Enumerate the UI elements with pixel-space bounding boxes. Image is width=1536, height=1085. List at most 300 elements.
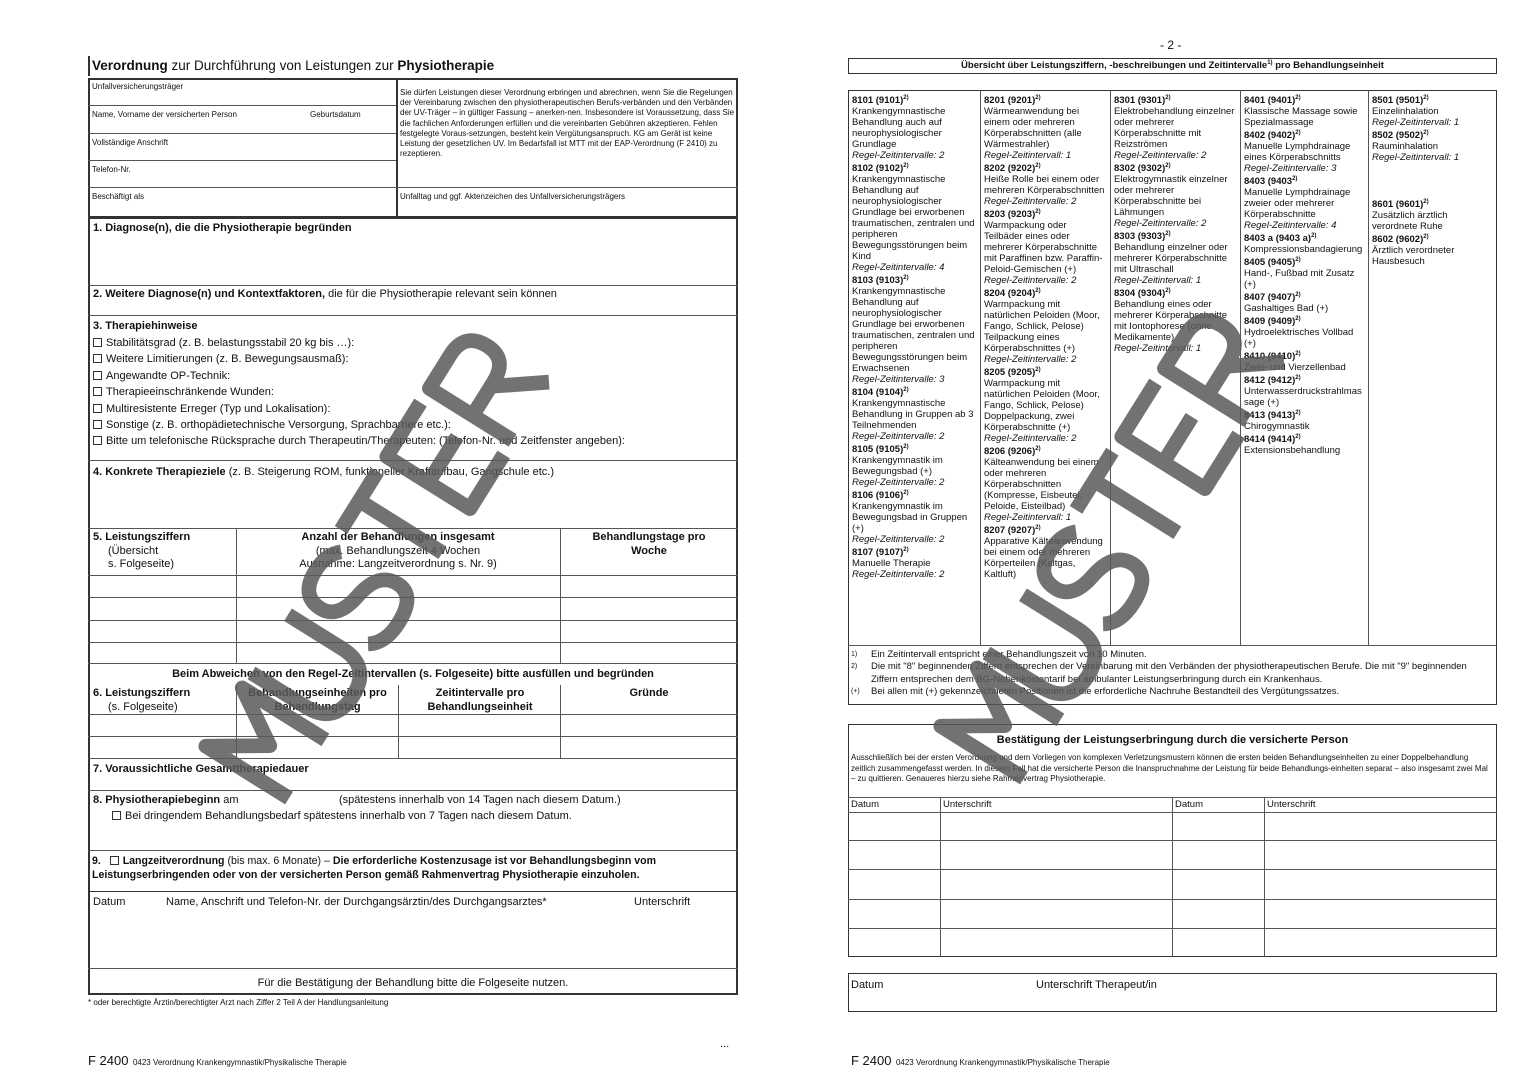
form-desc: 0423 Verordnung Krankengymnastik/Physikalische Therapie <box>132 1058 347 1067</box>
code-description: Heiße Rolle bei einem oder mehreren Körperabschnitten <box>984 174 1105 196</box>
section-1-diagnosis[interactable]: 1. Diagnose(n), die die Physiotherapie begründen <box>93 222 352 234</box>
code-text: 8304 (9304) <box>1114 288 1166 299</box>
code-text: 8205 (9205) <box>984 367 1036 378</box>
th-sign-2: Unterschrift <box>1267 799 1316 810</box>
code-number <box>1244 292 1365 303</box>
code-number <box>1244 375 1365 386</box>
code-entry <box>1244 316 1365 349</box>
code-number <box>1372 95 1494 106</box>
s4-rest: (z. B. Steigerung ROM, funktioneller Kraftaufbau, Gangschule etc.) <box>225 466 555 478</box>
code-interval: Regel-Zeitintervalle: 2 <box>852 534 945 545</box>
code-description: Krankengymnastik im Bewegungsbad (+) <box>852 455 943 477</box>
therapy-note-item[interactable] <box>93 368 733 384</box>
code-entry <box>1244 410 1365 432</box>
checkbox-icon[interactable] <box>93 354 102 363</box>
therapy-note-item[interactable] <box>93 335 733 351</box>
code-number <box>1244 130 1365 141</box>
code-text: 8302 (9302) <box>1114 163 1166 174</box>
code-entry <box>1244 351 1365 373</box>
code-description: Elektrogymnastik einzelner oder mehrerer Körperabschnitte bei Lähmungen <box>1114 174 1228 218</box>
code-description: Klassische Massage sowie Spezialmassage <box>1244 106 1358 128</box>
code-text: 8501 (9501) <box>1372 95 1424 106</box>
s8-am: am <box>220 794 239 806</box>
code-text: 8602 (9602) <box>1372 234 1424 245</box>
th-date-1: Datum <box>851 799 879 810</box>
code-number <box>1114 288 1237 299</box>
code-description: Zusätzlich ärztlich verordnete Ruhe <box>1372 210 1448 232</box>
checkbox-icon[interactable] <box>93 436 102 445</box>
form-desc: 0423 Verordnung Krankengymnastik/Physikalische Therapie <box>895 1058 1110 1067</box>
checkbox-icon[interactable] <box>93 387 102 396</box>
s5-c2b: Ausnahme: Langzeitverordnung s. Nr. 9) <box>299 558 497 570</box>
therapist-date[interactable]: Datum <box>851 979 884 991</box>
ov-title-end: pro Behandlungseinheit <box>1272 60 1384 71</box>
code-entry <box>1244 233 1365 255</box>
code-text: 8412 (9412) <box>1244 375 1296 386</box>
code-footnote-mark: 2) <box>903 274 909 281</box>
code-text: 8102 (9102) <box>852 163 904 174</box>
code-text: 8105 (9105) <box>852 444 904 455</box>
code-text: 8403 (9403 <box>1244 176 1293 187</box>
code-interval: Regel-Zeitintervall: 1 <box>1114 275 1202 286</box>
code-description: Gashaltiges Bad (+) <box>1244 303 1329 314</box>
form-number: F 2400 <box>88 1053 129 1068</box>
code-description: Hand-, Fußbad mit Zusatz (+) <box>1244 268 1355 290</box>
code-entry <box>1244 434 1365 456</box>
divider <box>88 891 738 892</box>
code-number <box>1372 234 1494 245</box>
ov-title: Übersicht über Leistungsziffern, -beschreibungen und Zeitintervalle <box>961 60 1268 71</box>
title-bold: Verordnung <box>92 58 168 73</box>
section-2-further-diagnosis[interactable] <box>93 288 557 300</box>
s6-c1: 6. Leistungsziffern <box>93 687 191 699</box>
code-description: Apparative Kälteanwendung bei einem oder mehreren Körperteilen (Kaltgas, Kaltluft) <box>984 536 1103 580</box>
code-entry <box>1244 95 1365 128</box>
field-accident[interactable]: Unfalltag und ggf. Aktenzeichen des Unfallversicherungsträgers <box>400 192 626 201</box>
code-interval: Regel-Zeitintervalle: 3 <box>852 374 945 385</box>
code-text: 8403 a (9403 a) <box>1244 233 1312 244</box>
footnote-marker: 2) <box>851 663 858 671</box>
code-interval: Regel-Zeitintervall: 1 <box>984 512 1072 523</box>
code-description: Behandlung einzelner oder mehrerer Körperabschnitte mit Ultraschall <box>1114 242 1228 275</box>
overview-title <box>848 60 1497 71</box>
checkbox-icon[interactable] <box>110 856 119 865</box>
code-description: Kälteanwendung bei einem oder mehreren Körperabschnitten (Kompresse, Eisbeutel, Peloide, Eisteilbad) <box>984 457 1099 512</box>
code-footnote-mark: 2) <box>1295 291 1301 298</box>
code-entry <box>852 95 977 161</box>
code-number <box>1244 316 1365 327</box>
code-number <box>984 446 1107 457</box>
code-description: Unterwasserdruckstrahlmassage (+) <box>1244 386 1362 408</box>
code-column <box>1111 93 1239 354</box>
page-title <box>92 58 494 73</box>
section-6-units-header: Behandlungseinheiten pro Behandlungstag <box>248 687 387 713</box>
code-interval: Regel-Zeitintervalle: 2 <box>1114 218 1207 229</box>
code-footnote-mark: 2) <box>1035 445 1041 452</box>
therapy-notes-list <box>93 335 733 450</box>
code-number <box>1244 434 1365 445</box>
table-row[interactable] <box>88 714 738 715</box>
footnote-row <box>851 686 1491 698</box>
code-description: Kompressionsbandagierung <box>1244 244 1363 255</box>
code-number <box>852 163 977 174</box>
code-interval: Regel-Zeitintervalle: 2 <box>984 354 1077 365</box>
code-entry <box>1244 375 1365 408</box>
code-interval: Regel-Zeitintervalle: 2 <box>852 150 945 161</box>
section-6-reasons-header: Gründe <box>629 687 669 699</box>
table-row[interactable] <box>88 597 738 598</box>
code-number <box>1372 199 1494 210</box>
code-interval: Regel-Zeitintervalle: 3 <box>1244 163 1337 174</box>
divider <box>88 187 738 188</box>
footnote-text: Ein Zeitintervall entspricht einer Behandlungszeit von 10 Minuten. <box>871 649 1147 660</box>
code-description: Manuelle Lymphdrainage eines Körperabschnitts <box>1244 141 1351 163</box>
code-text: 8410 (9410) <box>1244 351 1296 362</box>
code-interval: Regel-Zeitintervalle: 4 <box>852 262 945 273</box>
code-footnote-mark: 2) <box>1295 433 1301 440</box>
code-text: 8204 (9204) <box>984 288 1036 299</box>
urgent-checkbox[interactable] <box>112 810 572 822</box>
divider <box>1172 797 1173 957</box>
notice-text: Sie dürfen Leistungen dieser Verordnung erbringen und abrechnen, wenn Sie die Regelungen der Vereinbarung zwischen den physiotherapeutischen Berufs-verbänden und den Verbänden der UV-Träger – in gültiger Fassung – anerken-nen. Insbesondere ist Voraussetzung, dass Sie die fachlichen Anforderungen erfüllen und die vereinbarten Gebühren akzeptieren. Fehlen festgelegte Voraus-setzungen, besteht kein Vergütungsanspruch. KG am Gerät ist keine Leistung der gesetzlichen UV. Im Bedarfsfall ist MTT mit der EAP-Verordnung (F 2410) zu rezeptieren. <box>400 88 735 159</box>
code-number <box>852 444 977 455</box>
checkbox-icon[interactable] <box>93 371 102 380</box>
code-footnote-mark: 2) <box>1423 129 1429 136</box>
code-interval: Regel-Zeitintervalle: 4 <box>1244 220 1337 231</box>
title-bar-marker <box>88 56 90 76</box>
code-entry <box>984 367 1107 444</box>
checkbox-icon[interactable] <box>93 338 102 347</box>
code-footnote-mark: 2) <box>1295 129 1301 136</box>
code-number <box>852 95 977 106</box>
divider <box>88 315 738 316</box>
code-footnote-mark: 2) <box>1165 287 1171 294</box>
therapy-note-label: Therapieeinschränkende Wunden: <box>106 386 274 399</box>
s5-c2: Anzahl der Behandlungen insgesamt <box>301 531 495 543</box>
code-description: Rauminhalation <box>1372 141 1439 152</box>
s4-bold: 4. Konkrete Therapieziele <box>93 466 226 478</box>
code-description: Krankengymnastische Behandlung in Gruppen ab 3 Teilnehmenden <box>852 398 974 431</box>
table-row[interactable] <box>88 736 738 737</box>
code-number <box>984 288 1107 299</box>
code-footnote-mark: 2) <box>1035 524 1041 531</box>
s2-bold: 2. Weitere Diagnose(n) und Kontextfaktoren, <box>93 288 326 300</box>
code-number <box>852 547 977 558</box>
code-description: Krankengymnastische Behandlung auch auf neurophysiologischer Grundlage <box>852 106 946 150</box>
field-phone[interactable]: Telefon-Nr. <box>92 165 131 174</box>
code-description: Zwei- und Vierzellenbad <box>1244 362 1346 373</box>
code-entry <box>984 525 1107 580</box>
code-interval: Regel-Zeitintervalle: 2 <box>852 477 945 488</box>
form-footer-right <box>851 1052 1110 1070</box>
section-4-goals[interactable] <box>93 466 554 478</box>
therapy-note-item[interactable] <box>93 384 733 400</box>
code-entry <box>984 288 1107 365</box>
section-9-long-term[interactable] <box>92 855 736 882</box>
s5-c1b: s. Folgeseite) <box>108 558 175 570</box>
divider <box>88 285 738 286</box>
urgent-label: Bei dringendem Behandlungsbedarf spätestens innerhalb von 7 Tagen nach diesem Datum. <box>125 810 572 822</box>
divider <box>1264 797 1265 957</box>
therapy-note-label: Sonstige (z. B. orthopädietechnische Versorgung, Sprachbarriere etc.): <box>106 419 451 432</box>
th-date-2: Datum <box>1175 799 1203 810</box>
code-text: 8409 (9409) <box>1244 316 1296 327</box>
code-text: 8206 (9206) <box>984 446 1036 457</box>
field-address[interactable]: Vollständige Anschrift <box>92 138 169 147</box>
code-description: Chirogymnastik <box>1244 421 1310 432</box>
code-description: Ärztlich verordneter Hausbesuch <box>1372 245 1455 267</box>
checkbox-icon[interactable] <box>93 420 102 429</box>
field-occupation[interactable]: Beschäftigt als <box>92 192 145 201</box>
divider <box>88 105 396 106</box>
code-entry <box>984 163 1107 207</box>
code-text: 8106 (9106) <box>852 490 904 501</box>
th-sign-1: Unterschrift <box>943 799 992 810</box>
therapy-note-item[interactable] <box>93 401 733 417</box>
sig-date[interactable]: Datum <box>93 896 126 908</box>
section-5-codes-header <box>93 531 190 572</box>
code-number <box>1244 176 1365 187</box>
deviation-heading: Beim Abweichen von den Regel-Zeitintervallen (s. Folgeseite) bitte ausfüllen und begründen <box>172 668 654 680</box>
code-description: Extensionsbehandlung <box>1244 445 1341 456</box>
code-number <box>984 367 1107 378</box>
code-interval: Regel-Zeitintervall: 1 <box>1372 117 1460 128</box>
code-entry <box>1372 95 1494 128</box>
code-entry <box>1372 130 1494 163</box>
section-8-start[interactable] <box>93 794 238 806</box>
code-footnote-mark: 2) <box>1311 232 1317 239</box>
code-entry <box>852 275 977 385</box>
s5-c1: 5. Leistungsziffern <box>93 531 191 543</box>
divider <box>88 460 738 461</box>
code-footnote-mark: 2) <box>1165 94 1171 101</box>
code-footnote-mark: 2) <box>1295 350 1301 357</box>
section-5-count-header <box>238 531 558 572</box>
code-description: Wärmeanwendung bei einem oder mehreren Körperabschnitten (alle Wärmestrahler) <box>984 106 1082 150</box>
therapy-note-label: Multiresistente Erreger (Typ und Lokalisation): <box>106 402 331 415</box>
s8-bold: 8. Physiotherapiebeginn <box>93 794 221 806</box>
footnote-marker: 1) <box>851 651 858 658</box>
code-footnote-mark: 2) <box>1295 409 1301 416</box>
code-footnote-mark: 2) <box>1423 233 1429 240</box>
table-row[interactable] <box>88 642 738 643</box>
divider <box>88 663 738 664</box>
s6-c1a: (s. Folgeseite) <box>108 700 178 713</box>
code-interval: Regel-Zeitintervalle: 2 <box>984 196 1077 207</box>
code-footnote-mark: 2) <box>1165 162 1171 169</box>
code-entry <box>1114 163 1237 229</box>
code-description: Manuelle Lymphdrainage zweier oder mehrerer Körperabschnitte <box>1244 187 1351 220</box>
code-text: 8402 (9402) <box>1244 130 1296 141</box>
code-column <box>1369 93 1496 267</box>
s9-bold: Langzeitverordnung <box>122 855 225 867</box>
footnote: * oder berechtigte Ärztin/berechtigter Arzt nach Ziffer 2 Teil A der Handlungsanleitung <box>88 998 389 1007</box>
code-footnote-mark: 2) <box>903 94 909 101</box>
therapy-note-label: Angewandte OP-Technik: <box>106 369 231 382</box>
code-description: Warmpackung mit natürlichen Peloiden (Moor, Fango, Schlick, Pelose) Teilpackung eines Körperabschnittes (+) <box>984 299 1100 354</box>
code-footnote-mark: 2) <box>1035 162 1041 169</box>
code-interval: Regel-Zeitintervalle: 2 <box>852 569 945 580</box>
s5-c1a: (Übersicht <box>108 544 159 557</box>
code-footnote-mark: 2) <box>1165 230 1171 237</box>
code-footnote-mark: 2) <box>903 443 909 450</box>
s9-mid: (bis max. 6 Monate) – <box>224 855 333 867</box>
s5-c2a: (max. Behandlungszeit 4 Wochen <box>315 544 481 557</box>
s9-bold2: Die erforderliche Kostenzusage ist vor Behandlungsbeginn vom Leistungserbringenden oder von der versicherten Person gemäß Rahmenvertrag Physiotherapie einzuholen. <box>92 855 657 881</box>
title-mid: zur Durchführung von Leistungen zur <box>167 58 398 73</box>
footnotes <box>851 649 1491 698</box>
code-number <box>852 275 977 286</box>
code-entry <box>852 490 977 545</box>
code-number <box>984 95 1107 106</box>
section-6-intervals-header: Zeitintervalle pro Behandlungseinheit <box>427 687 533 713</box>
code-footnote-mark: 2) <box>1035 287 1041 294</box>
code-text: 8207 (9207) <box>984 525 1036 536</box>
page-number: - 2 - <box>1160 38 1182 52</box>
code-column <box>849 93 979 580</box>
form-number: F 2400 <box>851 1053 892 1068</box>
code-footnote-mark: 2) <box>1423 198 1429 205</box>
checkbox-icon[interactable] <box>93 404 102 413</box>
confirmation-title: Bestätigung der Leistungserbringung durch die versicherte Person <box>996 734 1349 746</box>
field-birthdate[interactable]: Geburtsdatum <box>310 110 361 119</box>
therapist-sign[interactable]: Unterschrift Therapeut/in <box>1036 979 1157 991</box>
code-interval: Regel-Zeitintervalle: 2 <box>852 431 945 442</box>
footnote-text: Bei allen mit (+) gekennzeichneten Positionen ist die erforderliche Nachruhe Bestandteil des Vergütungssatzes. <box>871 685 1340 697</box>
code-column <box>981 93 1109 580</box>
code-interval: Regel-Zeitintervalle: 2 <box>1114 150 1207 161</box>
code-number <box>1244 410 1365 421</box>
therapy-note-label: Weitere Limitierungen (z. B. Bewegungsausmaß): <box>106 353 349 366</box>
therapy-note-label: Stabilitätsgrad (z. B. belastungsstabil 20 kg bis …): <box>106 337 355 349</box>
checkbox-icon[interactable] <box>112 811 121 820</box>
code-footnote-mark: 2) <box>1035 208 1041 215</box>
code-text: 8202 (9202) <box>984 163 1036 174</box>
field-carrier[interactable]: Unfallversicherungsträger <box>92 82 184 91</box>
divider <box>396 78 398 218</box>
code-interval: Regel-Zeitintervall: 1 <box>1372 152 1460 163</box>
sig-doctor[interactable]: Name, Anschrift und Telefon-Nr. der Durchgangsärztin/des Durchgangsarztes* <box>166 896 547 908</box>
footnote-row <box>851 661 1491 686</box>
code-description: Hydroelektrisches Vollbad (+) <box>1244 327 1354 349</box>
divider <box>236 685 237 758</box>
divider <box>88 528 738 529</box>
therapy-note-item[interactable] <box>93 417 733 433</box>
code-text: 8107 (9107) <box>852 547 904 558</box>
code-number <box>1114 95 1237 106</box>
footnote-text: Die mit "8" beginnenden Ziffern entsprechen der Vereinbarung mit den Verbänden der physiotherapeutischen Berufe. Die mit "9" beginnenden Ziffern entsprechen dem BG-Nebenkostentarif bei ambulanter Leistungserbringung durch ein Krankenhaus. <box>871 661 1467 685</box>
divider <box>88 133 396 134</box>
code-text: 8407 (9407) <box>1244 292 1296 303</box>
code-entry <box>1244 257 1365 290</box>
code-footnote-mark: 2) <box>1295 256 1301 263</box>
code-text: 8401 (9401) <box>1244 95 1296 106</box>
code-description: Krankengymnastische Behandlung auf neurophysiologischer Grundlage bei erworbenen traumatischen, zentralen und peripheren Bewegungsstörungen beim Erwachsenen <box>852 286 975 374</box>
code-text: 8203 (9203) <box>984 209 1036 220</box>
code-interval: Regel-Zeitintervall: 1 <box>984 150 1072 161</box>
code-number <box>852 387 977 398</box>
field-name[interactable]: Name, Vorname der versicherten Person <box>92 110 237 119</box>
code-entry <box>984 446 1107 523</box>
s2-rest: die für die Physiotherapie relevant sein können <box>325 288 557 300</box>
code-description: Einzelinhalation <box>1372 106 1439 117</box>
code-entry <box>1114 288 1237 354</box>
sig-signature[interactable]: Unterschrift <box>634 896 691 908</box>
divider <box>848 645 1497 646</box>
section-5-days-header: Behandlungstage pro Woche <box>592 531 706 557</box>
code-text: 8413 (9413) <box>1244 410 1296 421</box>
code-text: 8405 (9405) <box>1244 257 1296 268</box>
code-entry <box>984 209 1107 286</box>
divider <box>88 160 396 161</box>
code-interval: Regel-Zeitintervalle: 2 <box>984 275 1077 286</box>
ellipsis: ... <box>720 1038 730 1050</box>
code-description: Warmpackung mit natürlichen Peloiden (Moor, Fango, Schlick, Pelose) Doppelpackung, zwei Körperabschnitte (+) <box>984 378 1100 433</box>
therapy-note-label: Bitte um telefonische Rücksprache durch Therapeutin/Therapeuten: (Telefon-Nr. und Zeitfenster angeben): <box>106 435 625 448</box>
code-number <box>1114 163 1237 174</box>
s8-deadline: (spätestens innerhalb von 14 Tagen nach diesem Datum.) <box>339 794 621 806</box>
confirm-note: Für die Bestätigung der Behandlung bitte die Folgeseite nutzen. <box>257 977 569 989</box>
code-text: 8303 (9303) <box>1114 231 1166 242</box>
code-text: 8201 (9201) <box>984 95 1036 106</box>
code-footnote-mark: 2) <box>1423 94 1429 101</box>
code-description: Warmpackung oder Teilbäder eines oder mehrerer Körperabschnitte mit Paraffinen bzw. Paraffin-Peloid-Gemischen (+) <box>984 220 1103 275</box>
code-footnote-mark: 2) <box>903 489 909 496</box>
code-footnote-mark: 2) <box>1292 175 1298 182</box>
code-entry <box>852 387 977 442</box>
code-entry <box>984 95 1107 161</box>
section-7-duration[interactable]: 7. Voraussichtliche Gesamttherapiedauer <box>93 763 309 775</box>
therapy-note-item[interactable] <box>93 351 733 367</box>
code-description: Elektrobehandlung einzelner oder mehrerer Körperabschnitte mit Reizströmen <box>1114 106 1235 150</box>
therapy-note-item[interactable] <box>93 433 733 449</box>
section-3-therapy-notes: 3. Therapiehinweise <box>93 320 198 332</box>
code-entry <box>852 444 977 488</box>
code-entry <box>1244 176 1365 231</box>
code-entry <box>852 163 977 273</box>
code-footnote-mark: 2) <box>1295 315 1301 322</box>
s9-num: 9. <box>92 855 101 867</box>
divider <box>88 968 738 969</box>
code-text: 8301 (9301) <box>1114 95 1166 106</box>
code-text: 8103 (9103) <box>852 275 904 286</box>
code-footnote-mark: 2) <box>1295 374 1301 381</box>
code-number <box>1244 257 1365 268</box>
form-footer-left <box>88 1052 347 1070</box>
table-row[interactable] <box>88 575 738 576</box>
section-6-codes-header <box>93 687 190 714</box>
code-footnote-mark: 2) <box>903 162 909 169</box>
code-number <box>1372 130 1494 141</box>
code-entry <box>1244 292 1365 314</box>
code-number <box>1244 95 1365 106</box>
code-entry <box>852 547 977 580</box>
code-number <box>984 525 1107 536</box>
footnote-row <box>851 649 1491 661</box>
code-entry <box>1244 130 1365 174</box>
code-entry <box>1372 199 1494 232</box>
code-description: Krankengymnastik im Bewegungsbad in Gruppen (+) <box>852 501 968 534</box>
code-number <box>1244 233 1365 244</box>
code-column <box>1241 93 1367 456</box>
code-interval: Regel-Zeitintervall: 1 <box>1114 343 1202 354</box>
code-description: Behandlung eines oder mehrerer Körperabschnitte mit Iontophorese (ohne Medikamente) <box>1114 299 1227 343</box>
table-row[interactable] <box>88 620 738 621</box>
code-number <box>984 163 1107 174</box>
therapist-signature-box[interactable] <box>848 973 1497 1012</box>
code-footnote-mark: 2) <box>903 546 909 553</box>
code-interval: Regel-Zeitintervalle: 2 <box>984 433 1077 444</box>
